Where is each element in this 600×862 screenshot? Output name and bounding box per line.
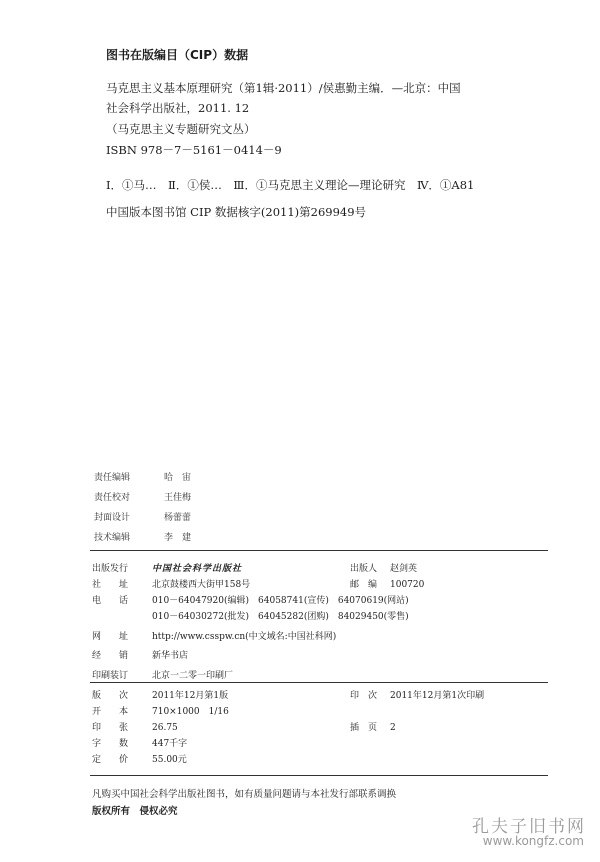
publisher-label: 字 数 (92, 739, 129, 749)
publisher-value: 010－64047920(编辑) 64058741(宣传) 64070619(网站) (152, 596, 409, 606)
publisher-row (92, 668, 233, 681)
publisher-label: 印 次 (350, 691, 378, 701)
publisher-row (92, 629, 336, 642)
watermark-text: 孔夫子旧书网 (472, 817, 586, 837)
divider-top (90, 550, 548, 551)
publisher-label: 定 价 (92, 755, 129, 765)
publisher-row (92, 561, 418, 574)
publisher-value: 赵剑英 (390, 564, 418, 574)
publisher-value: 新华书店 (152, 651, 189, 661)
staff-value: 王佳梅 (164, 493, 192, 503)
publisher-row (92, 720, 396, 733)
publisher-value: 2011年12月第1版 (152, 691, 229, 701)
publisher-row (92, 593, 409, 606)
publisher-value: 26.75 (152, 723, 178, 733)
cip-title: 图书在版编目（CIP）数据 (106, 48, 249, 62)
publisher-label: 开 本 (92, 707, 129, 717)
cip-record-number: 中国版本图书馆 CIP 数据核字(2011)第269949号 (106, 205, 367, 219)
publisher-row (92, 609, 409, 622)
publisher-row (92, 688, 485, 701)
staff-row (94, 530, 191, 543)
staff-value: 杨蕾蕾 (164, 513, 192, 523)
publisher-row (92, 752, 187, 765)
publisher-price: 55.00元 (152, 755, 187, 765)
publisher-value: 北京一二零一印刷厂 (152, 671, 234, 681)
cip-isbn: ISBN 978－7－5161－0414－9 (106, 143, 282, 157)
publisher-value: 010－64030272(批发) 64045282(团购) 84029450(零售) (152, 612, 409, 622)
publisher-label: 社 址 (92, 580, 129, 590)
cip-series: （马克思主义专题研究文丛） (106, 122, 256, 136)
cip-classification: Ⅰ．①马… Ⅱ．①侯… Ⅲ．①马克思主义理论—理论研究 Ⅳ．①A81 (106, 178, 475, 192)
publisher-website: http://www.csspw.cn(中文域名:中国社科网) (152, 632, 337, 642)
cip-line-1: 马克思主义基本原理研究（第1辑·2011）/侯惠勤主编．—北京：中国 (106, 81, 461, 95)
publisher-row (92, 704, 229, 717)
publisher-label: 电 话 (92, 596, 129, 606)
publisher-label: 印 张 (92, 723, 129, 733)
publisher-label: 出版发行 (92, 564, 129, 574)
publisher-row (92, 577, 425, 590)
publisher-label: 经 销 (92, 651, 129, 661)
staff-row (94, 470, 191, 483)
publisher-label: 出版人 (350, 564, 378, 574)
watermark-url: www.kongfz.com (482, 834, 584, 848)
divider-bottom (90, 775, 548, 776)
copyright-notice: 版权所有 侵权必究 (92, 806, 178, 817)
publisher-label: 印刷装订 (92, 671, 129, 681)
publisher-row (92, 736, 187, 749)
return-notice: 凡购买中国社会科学出版社图书，如有质量问题请与本社发行部联系调换 (92, 789, 397, 800)
publisher-value: 710×1000 1/16 (152, 707, 229, 717)
publisher-value: 100720 (390, 580, 425, 590)
publisher-row (92, 648, 188, 661)
staff-value: 哈 宙 (164, 473, 192, 483)
publisher-label: 插 页 (350, 723, 378, 733)
staff-label: 责任校对 (94, 493, 131, 503)
publisher-label: 网 址 (92, 632, 129, 642)
staff-label: 责任编辑 (94, 473, 131, 483)
staff-row (94, 490, 191, 503)
staff-label: 封面设计 (94, 513, 131, 523)
staff-row (94, 510, 191, 523)
publisher-value: 2 (390, 723, 396, 733)
publisher-value: 2011年12月第1次印刷 (390, 691, 485, 701)
publisher-label: 邮 编 (350, 580, 378, 590)
staff-label: 技术编辑 (94, 533, 131, 543)
publisher-name: 中国社会科学出版社 (152, 564, 243, 574)
cip-line-2: 社会科学出版社，2011. 12 (106, 101, 250, 115)
publisher-label: 版 次 (92, 691, 129, 701)
divider-middle (90, 682, 548, 683)
publisher-value: 北京鼓楼西大街甲158号 (152, 580, 251, 590)
publisher-value: 447千字 (152, 739, 188, 749)
staff-value: 李 建 (164, 533, 192, 543)
